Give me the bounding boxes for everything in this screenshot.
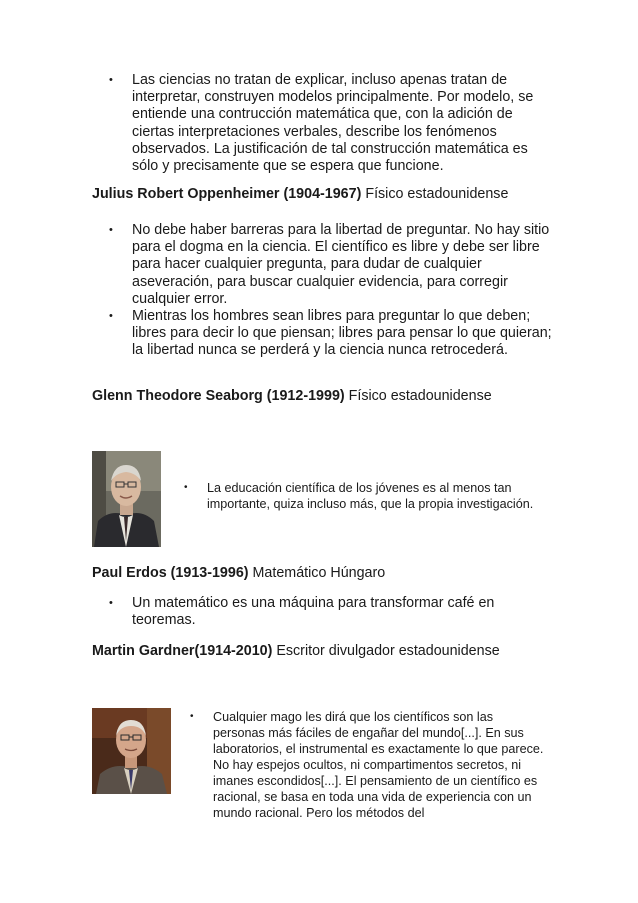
heading-name: Martin Gardner(1914-2010) (92, 643, 273, 659)
portrait-image (92, 451, 161, 547)
heading-description: Físico estadounidense (344, 388, 492, 404)
oppenheimer-bullet-list (92, 222, 552, 360)
list-item: • Las ciencias no tratan de explicar, incluso apenas tratan de interpretar, construyen modelos principalmente. Por modelo, se entiende una contrucción matemática que, con la adición de ciertas interpretaciones verbales, describe los fenómenos observados. La justificación de tal construcción matemática es sólo y precisamente que se espera que funcione. (92, 72, 552, 175)
heading-name: Paul Erdos (1913-1996) (92, 565, 249, 581)
seaborg-bullet-list (178, 480, 548, 512)
gardner-bullet-list (184, 709, 546, 821)
heading-description: Matemático Húngaro (248, 565, 386, 581)
portrait-image (92, 708, 171, 794)
erdos-bullet-list (92, 595, 532, 629)
list-item: • No debe haber barreras para la libertad de preguntar. No hay sitio para el dogma en la ciencia. El científico es libre y debe ser libre para hacer cualquier pregunta, para dudar de cualquier aseveración, para buscar cualquier evidencia, para corregir cualquier error. (92, 222, 552, 308)
erdos-heading (92, 565, 385, 582)
list-item: • Cualquier mago les dirá que los científicos son las personas más fáciles de engañar del mundo[...]. En sus laboratorios, el instrumental es exactamente lo que parece. No hay espejos ocultos, ni compartimentos secretos, ni imanes escondidos[...]. El pensamiento de un científico es racional, se basa en toda una vida de experiencia con un mundo racional. Pero los métodos del (184, 709, 546, 821)
list-item: • La educación científica de los jóvenes es al menos tan importante, quiza incluso más, que la propia investigación. (178, 480, 548, 512)
gardner-heading (92, 643, 500, 660)
heading-name: Glenn Theodore Seaborg (1912-1999) (92, 388, 345, 404)
seaborg-heading (92, 388, 492, 405)
list-item: • Mientras los hombres sean libres para preguntar lo que deben; libres para decir lo que piensan; libres para pensar lo que quieran; la libertad nunca se perderá y la ciencia nunca retrocederá. (92, 308, 552, 360)
heading-description: Escritor divulgador estadounidense (272, 643, 500, 659)
gardner-photo (92, 708, 171, 794)
list-item: • Un matemático es una máquina para transformar café en teoremas. (92, 595, 532, 629)
intro-bullet-list (92, 72, 552, 175)
seaborg-photo (92, 451, 161, 547)
oppenheimer-heading (92, 186, 508, 203)
heading-name: Julius Robert Oppenheimer (1904-1967) (92, 186, 362, 202)
heading-description: Físico estadounidense (361, 186, 509, 202)
